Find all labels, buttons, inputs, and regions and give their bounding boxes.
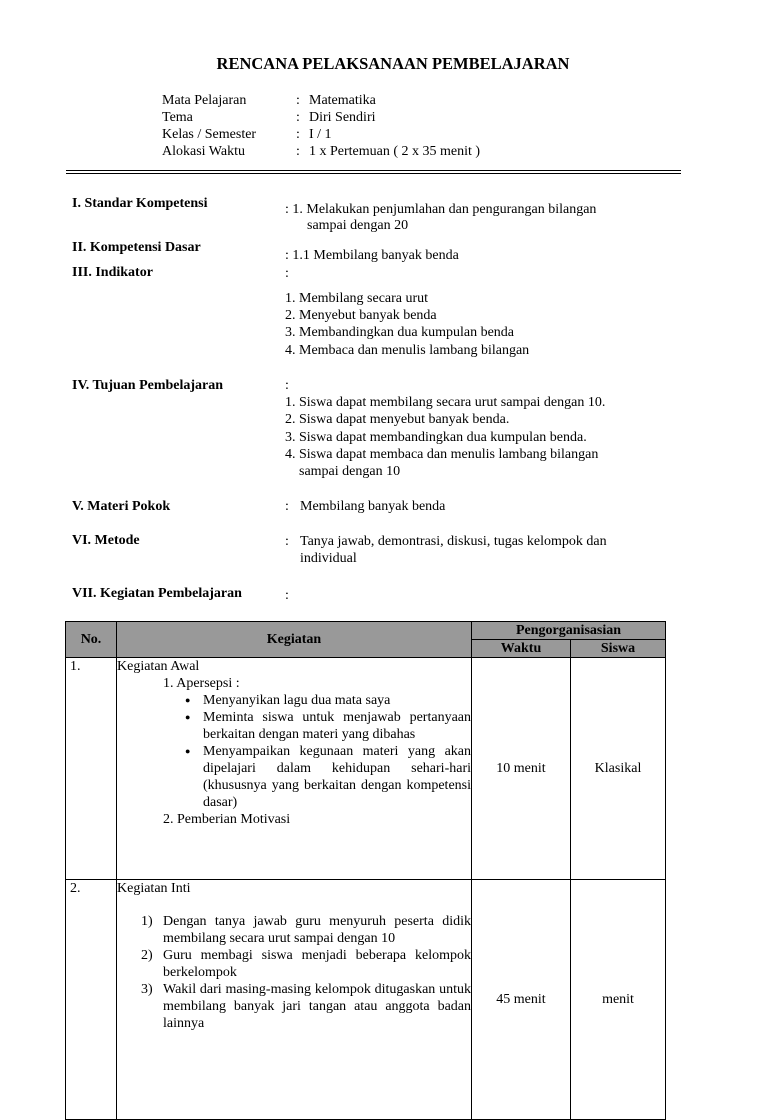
section-heading-kompetensi: II. Kompetensi Dasar: [72, 240, 201, 255]
kegiatan-table: [65, 621, 666, 1120]
bullet-item: ● Meminta siswa untuk menjawab pertanyaan berkaitan dengan materi yang dibahas: [185, 709, 471, 743]
identity-label: Tema: [162, 110, 193, 125]
bullet-list: [185, 692, 471, 811]
indikator-item: 4. Membaca dan menulis lambang bilangan: [285, 343, 530, 358]
document-title: RENCANA PELAKSANAAN PEMBELAJARAN: [216, 54, 570, 73]
step-number: 1): [141, 914, 153, 929]
standar-text: : 1. Melakukan penjumlahan dan pengurangan bilangan: [285, 202, 597, 217]
identity-sep: :: [296, 127, 300, 142]
row-title: Kegiatan Inti: [117, 881, 191, 896]
sub-item: 1. Apersepsi :: [163, 676, 240, 691]
standar-text-cont: sampai dengan 20: [307, 218, 409, 233]
header-no: No.: [66, 622, 117, 658]
step-item: [117, 981, 471, 1032]
row-number: 2.: [66, 880, 117, 1120]
header-pengorganisasian: Pengorganisasian: [472, 622, 666, 640]
row-waktu: 45 menit: [472, 880, 571, 1120]
row-siswa: Klasikal: [571, 658, 666, 880]
indikator-colon: :: [285, 266, 289, 281]
materi-colon: :: [285, 499, 289, 514]
indikator-item: 3. Membandingkan dua kumpulan benda: [285, 325, 515, 340]
section-heading-tujuan: IV. Tujuan Pembelajaran: [72, 378, 224, 393]
identity-value: Matematika: [309, 93, 376, 108]
kompetensi-text: : 1.1 Membilang banyak benda: [285, 248, 459, 263]
section-heading-kegiatan: VII. Kegiatan Pembelajaran: [72, 586, 242, 601]
tujuan-item: 4. Siswa dapat membaca dan menulis lambang bilangan: [285, 447, 599, 462]
tujuan-item: 3. Siswa dapat membandingkan dua kumpulan benda.: [285, 430, 587, 445]
step-number: 2): [141, 948, 153, 963]
bullet-item: ● Menyanyikan lagu dua mata saya: [185, 692, 471, 709]
metode-colon: :: [285, 534, 289, 549]
row-number: 1.: [66, 658, 117, 880]
section-heading-materi: V. Materi Pokok: [72, 499, 171, 514]
materi-text: Membilang banyak benda: [300, 499, 446, 514]
row-kegiatan: [117, 880, 472, 1120]
metode-text-cont: individual: [300, 551, 357, 566]
metode-text: Tanya jawab, demontrasi, diskusi, tugas kelompok dan: [300, 534, 607, 549]
tujuan-item: 1. Siswa dapat membilang secara urut sampai dengan 10.: [285, 395, 606, 410]
header-waktu: Waktu: [472, 640, 571, 658]
identity-value: I / 1: [309, 127, 332, 142]
divider-top: [66, 170, 681, 171]
tujuan-item: 2. Siswa dapat menyebut banyak benda.: [285, 412, 510, 427]
tujuan-item-cont: sampai dengan 10: [299, 464, 401, 479]
identity-value: Diri Sendiri: [309, 110, 376, 125]
header-kegiatan: Kegiatan: [117, 622, 472, 658]
header-siswa: Siswa: [571, 640, 666, 658]
step-text: Guru membagi siswa menjadi beberapa kelompok berkelompok: [163, 948, 471, 980]
divider-bottom: [66, 173, 681, 174]
identity-sep: :: [296, 144, 300, 159]
identity-label: Alokasi Waktu: [162, 144, 245, 159]
kegiatan-colon: :: [285, 588, 289, 603]
sub-item: 2. Pemberian Motivasi: [163, 812, 291, 827]
step-item: [117, 913, 471, 947]
identity-label: Kelas / Semester: [162, 127, 257, 142]
identity-sep: :: [296, 110, 300, 125]
row-kegiatan: [117, 658, 472, 880]
step-number: 3): [141, 982, 153, 997]
indikator-item: 2. Menyebut banyak benda: [285, 308, 437, 323]
tujuan-colon: :: [285, 378, 289, 393]
row-waktu: 10 menit: [472, 658, 571, 880]
row-title: Kegiatan Awal: [117, 659, 200, 674]
table-row: [66, 880, 666, 1120]
bullet-item: ● Menyampaikan kegunaan materi yang akan dipelajari dalam kehidupan sehari-hari (khususnya yang berkaitan dengan kompetensi dasar): [185, 743, 471, 811]
identity-label: Mata Pelajaran: [162, 93, 247, 108]
section-heading-metode: VI. Metode: [72, 533, 140, 548]
identity-value: 1 x Pertemuan ( 2 x 35 menit ): [309, 144, 481, 159]
indikator-item: 1. Membilang secara urut: [285, 291, 429, 306]
step-item: [117, 947, 471, 981]
step-text: Wakil dari masing-masing kelompok ditugaskan untuk membilang banyak jari tangan atau anggota badan lainnya: [163, 982, 471, 1031]
table-row: [66, 658, 666, 880]
identity-sep: :: [296, 93, 300, 108]
section-heading-standar: I. Standar Kompetensi: [72, 196, 208, 211]
section-heading-indikator: III. Indikator: [72, 265, 153, 280]
step-text: Dengan tanya jawab guru menyuruh peserta didik membilang secara urut sampai dengan 10: [163, 914, 471, 946]
row-siswa: menit: [571, 880, 666, 1120]
